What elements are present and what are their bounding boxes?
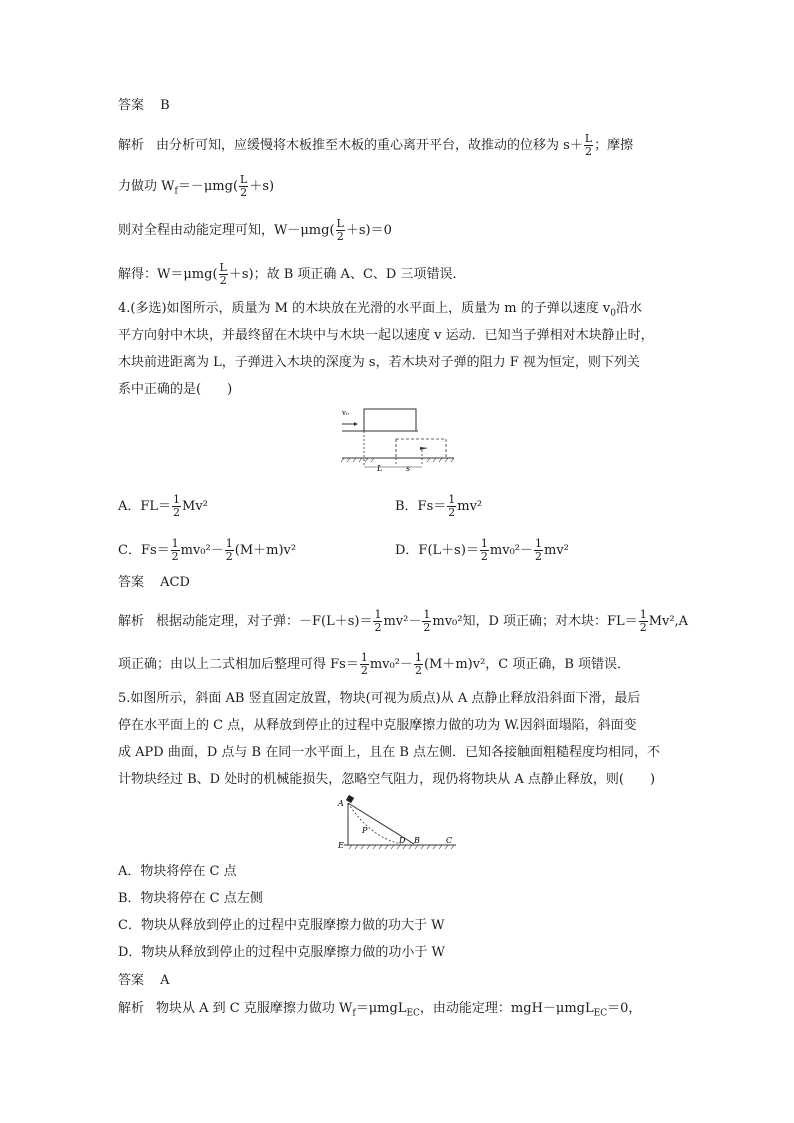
- q5-line-2: 停在水平面上的 C 点，从释放到停止的过程中克服摩擦力做的功为 W.因斜面塌陷，斜面变: [118, 718, 637, 733]
- fraction: $\frac{L}{2}$: [584, 132, 593, 158]
- q5-option-d[interactable]: D．物块从释放到停止的过程中克服摩擦力做的功小于 W: [118, 945, 445, 960]
- fraction: $\frac{L}{2}$: [336, 217, 344, 243]
- analysis-1-line-3: 则对全程由动能定理可知，W－μmg( $\frac{L}{2}$ ＋s)＝0: [118, 217, 392, 243]
- answer-line-3: [118, 971, 170, 991]
- wood-block: [364, 409, 416, 431]
- E-label: E: [338, 841, 344, 850]
- q5-line-3: 成 APD 曲面，D 点与 B 在同一水平面上，且在 B 点左侧．已知各接触面粗糙程度均相同，不: [118, 745, 661, 760]
- q4-line-2: 平方向射中木块，并最终留在木块中与木块一起以速度 v 运动．已知当子弹相对木块静止时，: [118, 328, 654, 343]
- B-label: B: [414, 836, 420, 845]
- q5-option-a[interactable]: A．物块将停在 C 点: [118, 864, 237, 879]
- analysis-text: ；摩擦: [594, 138, 634, 153]
- A-label: A: [338, 799, 344, 808]
- q4-option-c[interactable]: C．Fs＝ $\frac{1}{2}$ mv₀²－ $\frac{1}{2}$ (M＋m)v²: [118, 537, 297, 563]
- answer-value: ACD: [160, 575, 190, 590]
- q4-line-3: 木块前进距离为 L，子弹进入木块的深度为 s，若木块对子弹的阻力 F 视为恒定，则下列关: [118, 355, 640, 370]
- analysis-label: 解析: [118, 138, 145, 153]
- q4-line-1: 4.(多选)如图所示，质量为 M 的木块放在光滑的水平面上，质量为 m 的子弹以速度 $v_0$沿水: [118, 301, 642, 319]
- analysis-1-line-4: 解得：W＝μmg( $\frac{L}{2}$ ＋s)；故 B 项正确 A、C、D 三项错误．: [118, 261, 466, 287]
- answer-value: A: [160, 973, 170, 988]
- s-label: s: [406, 464, 411, 473]
- q4-option-d[interactable]: D．F(L＋s)＝ $\frac{1}{2}$ mv₀²－ $\frac{1}{2}$ mv²: [395, 537, 569, 563]
- v0-label: v₀: [342, 409, 349, 417]
- analysis-2-line-1: 解析 根据动能定理，对子弹：－F(L＋s)＝ $\frac{1}{2}$ mv²－ $\frac{1}{2}$ mv₀²知，D 项正确；对木块：FL＝ $\frac{1}{2}$ Mv²,A: [118, 608, 689, 634]
- P-label: P: [362, 826, 368, 835]
- fraction: $\frac{L}{2}$: [240, 173, 248, 199]
- analysis-text: 由分析可知，应缓慢将木板推至木板的重心离开平台，故推动的位移为 s＋: [156, 138, 583, 153]
- D-label: D: [399, 836, 406, 845]
- q4-figure: [338, 405, 458, 475]
- answer-line-2: [118, 573, 190, 593]
- q5-option-b[interactable]: B．物块将停在 C 点左侧: [118, 891, 263, 906]
- q5-option-c[interactable]: C．物块从释放到停止的过程中克服摩擦力做的功大于 W: [118, 918, 445, 933]
- q4-option-b[interactable]: B．Fs＝ $\frac{1}{2}$ mv²: [395, 493, 483, 519]
- q5-line-4: 计物块经过 B、D 处时的机械能损失，忽略空气阻力，现仍将物块从 A 点静止释放，则( ): [118, 772, 656, 787]
- answer-label: 答案: [118, 98, 145, 113]
- curve-APD: [348, 803, 401, 844]
- answer-label: 答案: [118, 575, 145, 590]
- analysis-2-line-2: 项正确；由以上二式相加后整理可得 Fs＝ $\frac{1}{2}$ mv₀²－ $\frac{1}{2}$ (M＋m)v²，C 项正确，B 项错误．: [118, 651, 631, 677]
- fraction: $\frac{L}{2}$: [219, 261, 227, 287]
- L-label: L: [377, 464, 383, 473]
- C-label: C: [446, 836, 453, 845]
- answer-label: 答案: [118, 973, 145, 988]
- q5-figure: [334, 795, 464, 853]
- answer-value: B: [160, 98, 170, 113]
- block: [346, 795, 354, 803]
- q5-line-1: 5.如图所示，斜面 AB 竖直固定放置，物块(可视为质点)从 A 点静止释放沿斜面下滑，最后: [118, 691, 641, 706]
- q4-line-4: 系中正确的是( ): [118, 382, 233, 397]
- answer-line-1: [118, 96, 170, 116]
- q4-option-a[interactable]: A．FL＝ $\frac{1}{2}$ Mv²: [118, 493, 208, 519]
- analysis-1-line-1: [118, 133, 633, 158]
- analysis-3-line-1: 解析 物块从 A 到 C 克服摩擦力做功 $W_f=\mu mgL_{EC}$，由动能定理：mgH－μmgL$_{EC}$＝0，: [118, 1001, 642, 1019]
- bullet: [420, 447, 428, 450]
- analysis-1-line-2: 力做功 $W_f=-\mu mg$( $\frac{L}{2}$ ＋s): [118, 173, 275, 199]
